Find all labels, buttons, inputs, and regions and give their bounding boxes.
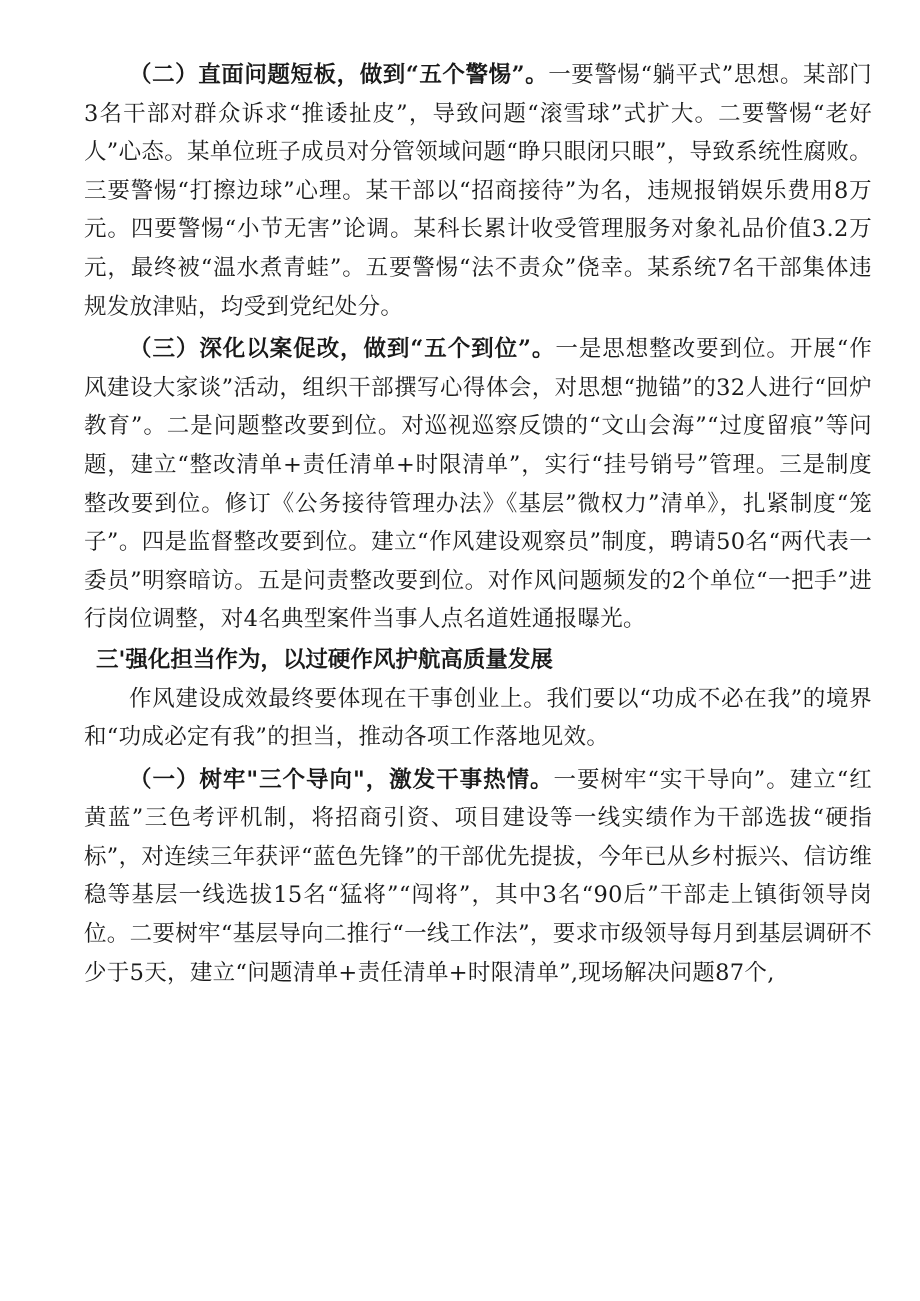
section-heading: 三'强化担当作为，以过硬作风护航高质量发展 [96, 646, 553, 673]
paragraph-lead: （二）直面问题短板，做到“五个警惕”。 [129, 62, 549, 88]
section-intro: 作风建设成效最终要体现在干事创业上。我们要以“功成不必在我”的境界和“功成必定有我”的担当，推动各项工作落地见效。 [84, 685, 872, 751]
paragraph-three-orientations [84, 761, 872, 993]
paragraph-lead: （三）深化以案促改，做到“五个到位”。 [129, 336, 556, 363]
document-page [84, 56, 872, 992]
paragraph-body: 一要警惕“躺平式”思想。某部门3名干部对群众诉求“推诿扯皮”，导致问题“滚雪球”式扩大。二要警惕“老好人”心态。某单位班子成员对分管领域问题“睁只眼闭只眼”，导致系统性腐败。三要警惕“打擦边球”心理。某干部以“招商接待”为名，违规报销娱乐费用8万元。四要警惕“小节无害”论调。某科长累计收受管理服务对象礼品价值3.2万元，最终被“温水煮青蛙”。五要警惕“法不责众”侥幸。某系统7名干部集体违规发放津贴，均受到党纪处分。 [84, 62, 872, 320]
paragraph-body: 一是思想整改要到位。开展“作风建设大家谈”活动，组织干部撰写心得体会，对思想“抛锚”的32人进行“回炉教育”。二是问题整改要到位。对巡视巡察反馈的“文山会海”“过度留痕”等问题，建立“整改清单+责任清单+时限清单”，实行“挂号销号”管理。三是制度整改要到位。修订《公务接待管理办法》《基层”微权力”清单》，扎紧制度“笼子”。四是监督整改要到位。建立“作风建设观察员”制度，聘请50名“两代表一委员”明察暗访。五是问责整改要到位。对作风问题频发的2个单位“一把手”进行岗位调整，对4名典型案件当事人点名道姓通报曝光。 [84, 336, 873, 633]
paragraph-five-alerts [84, 56, 872, 326]
paragraph-lead: （一）树牢"三个导向"，激发干事热情。 [129, 766, 554, 793]
paragraph-five-in-place [84, 330, 872, 639]
paragraph-body: 一要树牢“实干导向”。建立“红黄蓝”三色考评机制，将招商引资、项目建设等一线实绩作为干部选拔“硬指标”，对连续三年获评“蓝色先锋”的干部优先提拔，今年已从乡村振兴、信访维稳等基层一线选拔15名“猛将”“闯将”，其中3名“90后”干部走上镇街领导岗位。二要树牢“基层导向二推行“一线工作法”，要求市级领导每月到基层调研不少于5天，建立“问题清单+责任清单+时限清单”,现场解决问题87个, [84, 766, 872, 986]
